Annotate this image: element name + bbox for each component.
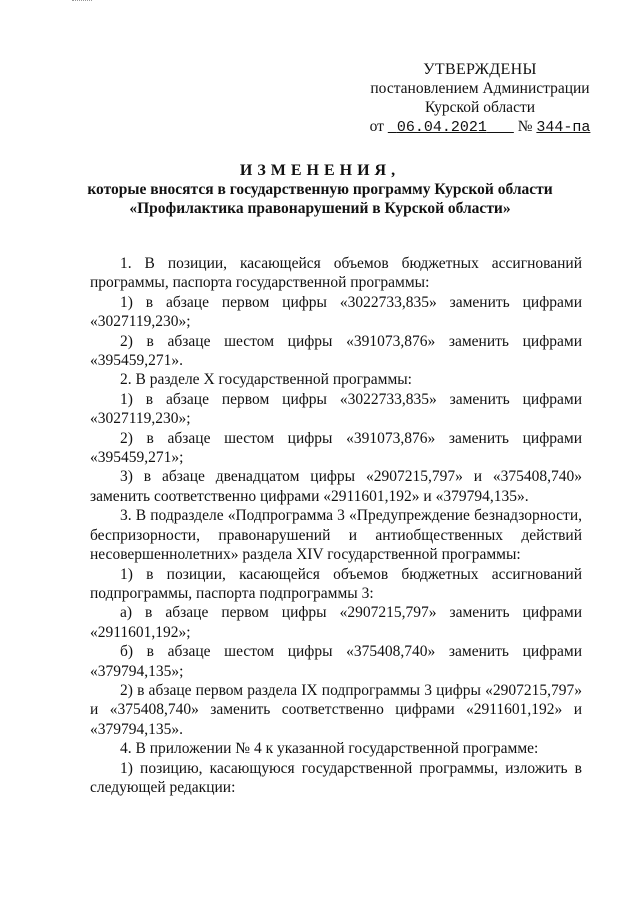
title-line-2: «Профилактика правонарушений в Курской области»	[129, 200, 511, 217]
paragraph: 1) позицию, касающуюся государственной программы, изложить в следующей редакции:	[90, 759, 582, 796]
approval-title: УТВЕРЖДЕНЫ	[423, 61, 537, 78]
approval-block	[360, 60, 600, 137]
paragraph: 4. В приложении № 4 к указанной государственной программе:	[120, 740, 539, 758]
paragraph: 2) в абзаце первом раздела IX подпрограммы 3 цифры «2907215,797» и «375408,740» заменить соответственно цифрами «2911601,192» и «379794,135».	[90, 681, 582, 738]
paragraph: а) в абзаце первом цифры «2907215,797» заменить цифрами «2911601,192»;	[90, 604, 582, 641]
paragraph: 1) в абзаце первом цифры «3022733,835» заменить цифрами «3027119,230»;	[90, 390, 582, 428]
document-title	[60, 161, 580, 218]
approval-number: 344-па	[536, 119, 591, 136]
paragraph: 3. В подразделе «Подпрограмма 3 «Предупреждение безнадзорности, беспризорности, правонарушений и антиобщественных действий несовершеннолетних» раздела XIV государственной программы:	[90, 507, 582, 564]
title-line-1: которые вносятся в государственную программу Курской области	[87, 181, 553, 198]
paragraph: 2) в абзаце шестом цифры «391073,876» заменить цифрами «395459,271».	[90, 332, 582, 370]
paragraph: 1. В позиции, касающейся объемов бюджетных ассигнований программы, паспорта государственной программы:	[90, 255, 582, 292]
paragraph: 2) в абзаце шестом цифры «391073,876» заменить цифрами «395459,271»;	[90, 429, 582, 467]
paragraph: 1) в абзаце первом цифры «3022733,835» заменить цифрами «3027119,230»;	[90, 293, 582, 331]
document-body	[90, 254, 582, 797]
paragraph: 3) в абзаце двенадцатом цифры «2907215,797» и «375408,740» заменить соответственно цифрами «2911601,192» и «379794,135».	[90, 468, 582, 505]
date-prefix: от	[369, 118, 384, 135]
approval-line-1: постановлением Администрации	[370, 80, 590, 97]
number-prefix: №	[517, 118, 533, 135]
paragraph: 1) в позиции, касающейся объемов бюджетных ассигнований подпрограммы, паспорта подпрограммы 3:	[90, 565, 582, 602]
title-heading: ИЗМЕНЕНИЯ,	[239, 162, 401, 179]
paragraph: б) в абзаце шестом цифры «375408,740» заменить цифрами «379794,135»;	[90, 643, 582, 680]
approval-date-line	[360, 117, 600, 137]
scan-mark	[72, 0, 92, 5]
approval-date: 06.04.2021	[396, 119, 487, 136]
paragraph: 2. В разделе X государственной программы:	[120, 371, 412, 389]
approval-line-2: Курской области	[424, 99, 536, 116]
